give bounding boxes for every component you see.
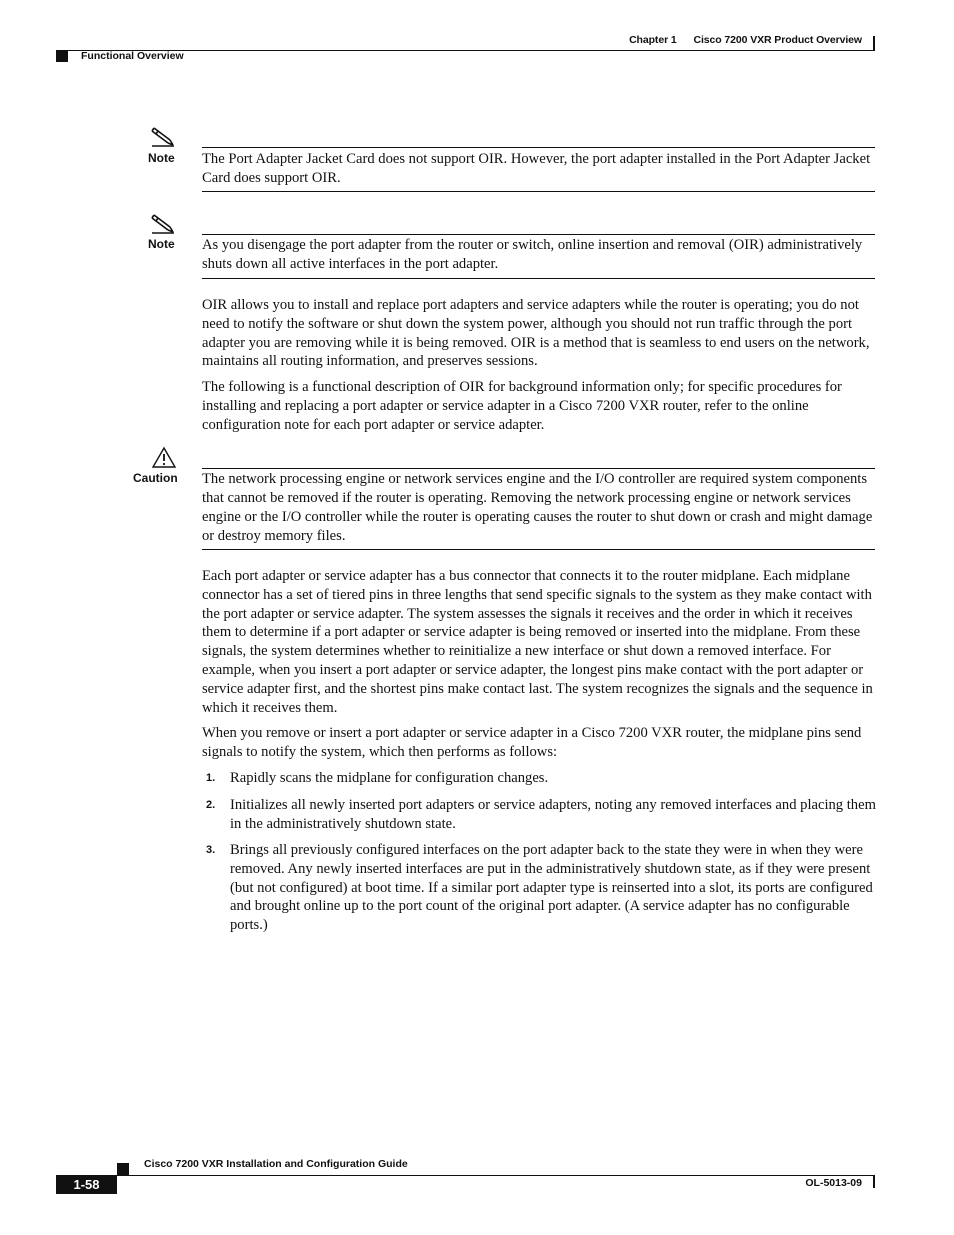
step-text: Brings all previously configured interfaces on the port adapter back to the state they were in when they were removed. Any newly inserted interfaces are put in the administratively shutdown state, as if they were present (but not configured) at boot time. If a similar port adapter type is reinserted into a slot, its ports are configured and brought online up to the port count of the original port adapter. (A service adapter has no configurable ports.): [230, 842, 873, 934]
body-paragraph: When you remove or insert a port adapter or service adapter in a Cisco 7200 VXR router, the midplane pins send signals to notify the system, which then performs as follows:: [202, 725, 862, 760]
body-paragraph: OIR allows you to install and replace port adapters and service adapters while the router is operating; you do not need to notify the software or shut down the system power, although you should not run traffic through the port adapter you are removing while it is being removed. OIR is a method that is seamless to end users on the network, maintains all routing information, and preserves sessions.: [202, 297, 870, 370]
note-top-rule: [202, 234, 875, 235]
note-bottom-rule: [202, 191, 875, 192]
note-bottom-rule: [202, 278, 875, 279]
step-number: 3.: [206, 844, 216, 856]
running-header-section: Functional Overview: [81, 50, 184, 62]
note-label: Note: [148, 151, 175, 165]
body-paragraph: The following is a functional description of OIR for background information only; for specific procedures for installing and replacing a port adapter or service adapter in a Cisco 7200 VXR router, refer to the online configuration note for each port adapter or service adapter.: [202, 379, 842, 433]
step-text: Initializes all newly inserted port adapters or service adapters, noting any removed interfaces and placing them in the administratively shutdown state.: [230, 797, 876, 832]
footer-tick-mark: [873, 1175, 875, 1188]
running-header-chapter: Chapter 1 Cisco 7200 VXR Product Overview: [629, 34, 862, 46]
footer-rule: [56, 1175, 875, 1176]
caution-bottom-rule: [202, 549, 875, 550]
header-tick-mark: [873, 36, 875, 50]
page-number: 1-58: [56, 1175, 117, 1194]
note-text: The Port Adapter Jacket Card does not support OIR. However, the port adapter installed in the Port Adapter Jacket Card does support OIR.: [202, 151, 871, 186]
warning-triangle-icon: [151, 446, 177, 469]
note-top-rule: [202, 147, 875, 148]
caution-label: Caution: [133, 471, 178, 485]
body-paragraph: Each port adapter or service adapter has a bus connector that connects it to the router midplane. Each midplane connector has a set of tiered pins in three lengths that send specific signals to the system as they make contact with the port adapter or service adapter. The system assesses the signals it receives and the order in which it receives them to determine if a port adapter or service adapter is being removed or inserted into the midplane. From these signals, the system determines whether to reinitialize a new interface or shut down a removed interface. For example, when you insert a port adapter or service adapter, the longest pins make contact with the port adapter or service adapter first, and the shortest pins make contact last. The system recognizes the signals and the sequence in which it receives them.: [202, 568, 873, 716]
note-label: Note: [148, 237, 175, 251]
step-number: 1.: [206, 772, 216, 784]
doc-number: OL-5013-09: [805, 1177, 862, 1189]
step-number: 2.: [206, 799, 216, 811]
header-block-marker: [56, 50, 68, 62]
footer-guide-title: Cisco 7200 VXR Installation and Configuration Guide: [144, 1158, 408, 1170]
step-text: Rapidly scans the midplane for configuration changes.: [230, 770, 549, 786]
pencil-icon: [150, 125, 176, 147]
footer-block-marker: [117, 1163, 129, 1175]
caution-text: The network processing engine or network services engine and the I/O controller are required system components that cannot be removed if the router is operating. Removing the network processing engine or network services engine or the I/O controller while the router is operating causes the router to shut down or crash and might damage or destroy memory files.: [202, 471, 873, 544]
caution-top-rule: [202, 468, 875, 469]
note-text: As you disengage the port adapter from the router or switch, online insertion and removal (OIR) administratively shuts down all active interfaces in the port adapter.: [202, 237, 863, 272]
pencil-icon: [150, 212, 176, 234]
